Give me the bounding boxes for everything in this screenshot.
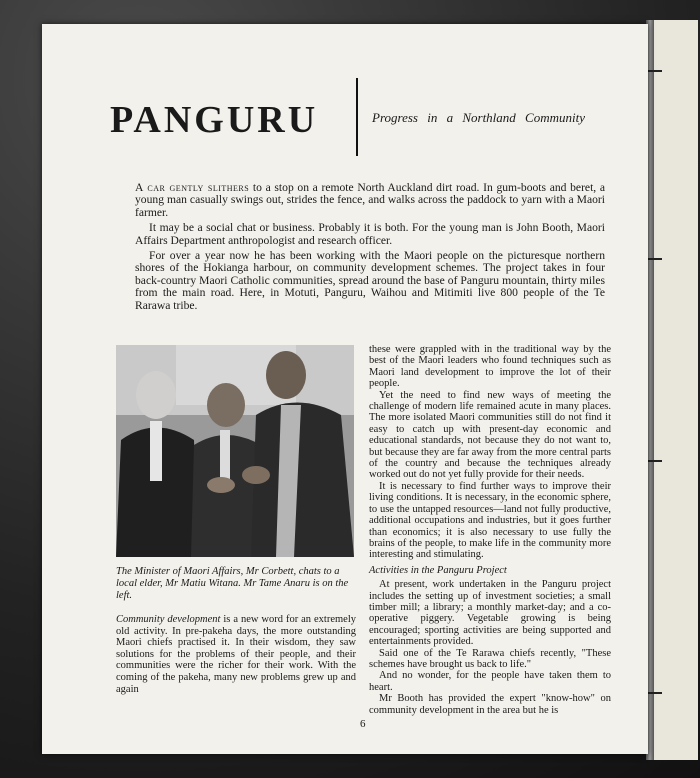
body-paragraph: Yet the need to find new ways of meeting the challenge of modern life remained acute in many places. The more isolated Maori communities still do not find it easy to catch up with present-day economic and educational standards, not because they do not want to, but because they are far away from the more central parts of the country and because the techniques already worked out do not yet fully provide for their needs.: [369, 389, 611, 481]
body-paragraph: Community development is a new word for an extremely old activity. In pre-pakeha days, the more outstanding Maori chiefs practised it. In their wisdom, they saw solutions for the problems of their people, and their communities were the richer for their work. With the coming of the pakeha, many new problems grew up and again: [116, 614, 356, 695]
body-paragraph: Said one of the Te Rarawa chiefs recently, "These schemes have brought us back to life.": [369, 647, 611, 670]
body-paragraph: At present, work undertaken in the Panguru project includes the setting up of investment societies; a small timber mill; a library; a monthly market-day; and a co-operative piggery. Vegetable growing is being encouraged; sporting activities are being supported and entertainments provided.: [369, 579, 611, 648]
article-subtitle: Progress in a Northland Community: [372, 110, 585, 125]
facing-page-edge: [650, 20, 698, 760]
body-paragraph: It is necessary to find further ways to improve their living conditions. It is necessary, in the economic sphere, to use the untapped resources—land not fully productive, additional occupations and industries, but it goes further than economics; it is also necessary to use fully the brains of the people, to make life in the community more interesting and stimulating.: [369, 480, 611, 561]
article-photo: [116, 345, 354, 557]
section-heading: Activities in the Panguru Project: [369, 564, 507, 576]
body-paragraph: these were grappled with in the traditional way by the best of the Maori leaders who found techniques such as Maori land development to improve the lot of their people.: [369, 344, 611, 390]
left-column: [116, 614, 356, 695]
title-divider: [356, 78, 358, 156]
body-paragraph: And no wonder, for the people have taken them to heart.: [369, 670, 611, 693]
photo-caption: The Minister of Maori Affairs, Mr Corbett, chats to a local elder, Mr Matiu Witana. Mr Tame Anaru is on the left.: [116, 566, 349, 601]
photo-illustration: [116, 345, 354, 557]
intro-paragraph: For over a year now he has been working with the Maori people on the picturesque northern shores of the Hokianga harbour, on community development schemes. The project takes in four back-country Maori Catholic communities, spread around the base of Panguru mountain, thirty miles from the main road. Here, in Motuti, Panguru, Waihou and Mitimiti live 800 people of the Te Rarawa tribe.: [135, 249, 605, 312]
article-title: PANGURU: [110, 99, 319, 141]
intro-text: [135, 182, 605, 315]
body-paragraph: Mr Booth has provided the expert "know-how" on community development in the area but he is: [369, 693, 611, 716]
page-number: 6: [360, 718, 366, 730]
intro-paragraph: It may be a social chat or business. Probably it is both. For the young man is John Booth, Maori Affairs Department anthropologist and research officer.: [135, 221, 605, 247]
intro-paragraph: A car gently slithers to a stop on a remote North Auckland dirt road. In gum-boots and beret, a young man casually swings out, strides the fence, and walks across the paddock to yarn with a Maori farmer.: [135, 181, 606, 219]
right-column: [369, 344, 611, 716]
lead-in: A car gently slithers: [135, 181, 250, 194]
term: Community development: [116, 614, 221, 625]
